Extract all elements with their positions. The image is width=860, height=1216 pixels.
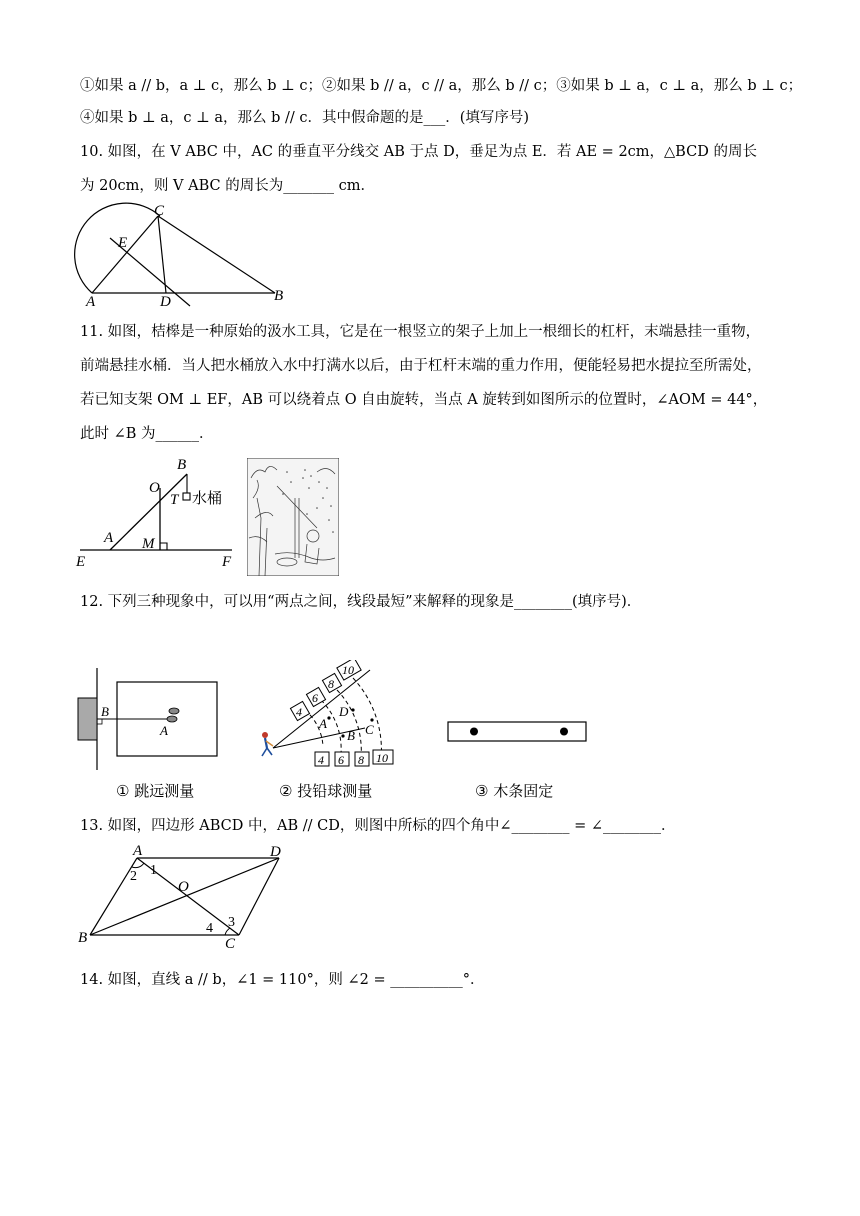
q11-label-m: M [142, 536, 155, 552]
q13-label-c: C [225, 936, 236, 952]
q11-label-t: T [170, 492, 179, 508]
q13-label-o: O [178, 879, 189, 895]
q12-fig2-label-b: B [347, 728, 355, 743]
q11-illustration-image [247, 458, 339, 576]
q13-line1: 13. 如图，四边形 ABCD 中，AB // CD，则图中所标的四个角中∠________ = ∠________． [80, 818, 676, 834]
shot-putter-icon [262, 732, 273, 756]
q13-angle-1: 1 [150, 863, 157, 878]
q12-fig2-top-6: 6 [312, 691, 318, 705]
q12-fig1-label-b: B [101, 704, 109, 719]
q10-label-d: D [160, 294, 171, 310]
q12-fig2-top-10: 10 [342, 663, 354, 677]
q13-label-b: B [78, 930, 88, 946]
q10-triangle-figure [70, 200, 300, 310]
q12-fig1-label-a: A [160, 723, 168, 738]
q11-line1: 11. 如图，桔槔是一种原始的汲水工具，它是在一根竖立的架子上加上一根细长的杠杆，末端悬挂一重物， [80, 324, 761, 340]
q10-line1: 10. 如图，在 V ABC 中，AC 的垂直平分线交 AB 于点 D，垂足为点 E．若 AE = 2cm，△BCD 的周长 [80, 144, 757, 160]
q10-label-c: C [154, 203, 165, 219]
q12-shot-put-figure [255, 660, 405, 772]
q13-label-d: D [270, 844, 281, 860]
q12-line1: 12. 下列三种现象中，可以用“两点之间，线段最短”来解释的现象是________(填序号)． [80, 594, 642, 610]
q11-label-bucket: 水桶 [192, 491, 223, 507]
q12-long-jump-figure [74, 668, 224, 772]
q10-label-e: E [118, 235, 128, 251]
q12-fig2-bottom-8: 8 [358, 753, 364, 767]
q11-label-o: O [149, 480, 160, 496]
q12-fig2-bottom-10: 10 [376, 751, 388, 765]
q11-lever-figure [72, 452, 242, 572]
q11-line3: 若已知支架 OM ⊥ EF，AB 可以绕着点 O 自由旋转，当点 A 旋转到如图所示的位置时，∠AOM = 44°， [80, 392, 768, 408]
q10-label-a: A [86, 294, 96, 310]
q13-angle-3: 3 [228, 915, 235, 930]
q11-label-a: A [104, 530, 114, 546]
q11-label-b: B [177, 457, 187, 473]
q12-fig2-bottom-6: 6 [338, 753, 344, 767]
q12-fig2-bottom-4: 4 [318, 753, 324, 767]
q9-line2: ④如果 b ⊥ a，c ⊥ a，那么 b // c．其中假命题的是___．(填写序号) [80, 110, 530, 126]
q13-quadrilateral-figure [74, 840, 294, 952]
q9-line1: ①如果 a // b，a ⊥ c，那么 b ⊥ c；②如果 b // a，c // a，那么 b // c；③如果 b ⊥ a，c ⊥ a，那么 b ⊥ c； [80, 78, 803, 94]
q13-angle-2: 2 [130, 869, 137, 884]
q12-fig2-label-c: C [365, 722, 374, 737]
q12-fig2-top-4: 4 [296, 705, 302, 719]
q12-caption-3: ③ 木条固定 [475, 782, 554, 800]
q11-label-e: E [76, 554, 86, 570]
q12-fig2-label-a: A [319, 716, 327, 731]
q11-label-f: F [222, 554, 232, 570]
q12-caption-1: ① 跳远测量 [116, 782, 195, 800]
q14-line1: 14. 如图，直线 a // b，∠1 = 110°，则 ∠2 = __________°． [80, 972, 485, 988]
q12-caption-2: ② 投铅球测量 [279, 782, 373, 800]
q11-line4: 此时 ∠B 为______． [80, 426, 214, 442]
q12-fig2-top-8: 8 [328, 677, 334, 691]
q10-line2: 为 20cm，则 V ABC 的周长为_______ cm． [80, 178, 375, 194]
q12-wood-strip-figure [446, 719, 590, 745]
q13-label-a: A [133, 843, 143, 859]
q10-label-b: B [274, 288, 284, 304]
q13-angle-4: 4 [206, 921, 213, 936]
q12-fig2-label-d: D [339, 704, 349, 719]
q11-line2: 前端悬挂水桶．当人把水桶放入水中打满水以后，由于杠杆末端的重力作用，便能轻易把水提拉至所需处， [80, 358, 762, 374]
